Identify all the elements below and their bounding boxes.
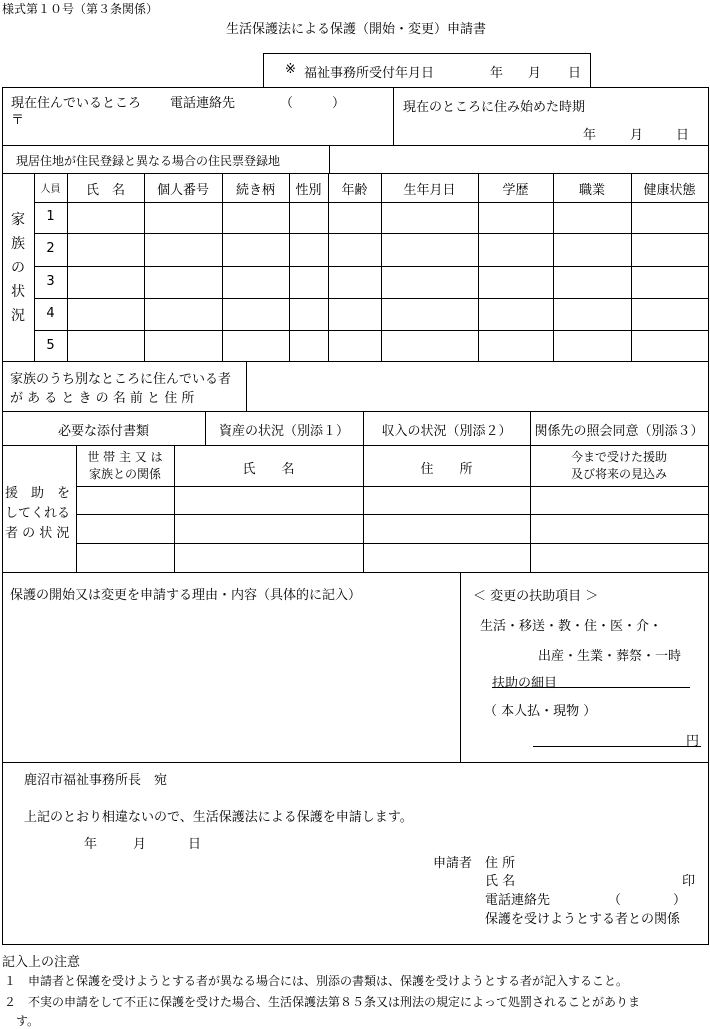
header-name: 氏 名 [85,183,125,198]
applicant-phone-label: 電話連絡先 [485,893,551,908]
reception-label: 福祉事務所受付年月日 [304,66,435,81]
phone-label: 電話連絡先 [170,96,236,111]
note-2-continued: す。 [16,1014,40,1028]
header-age: 年齢 [341,183,368,198]
note-1: １ 申請者と保護を受けようとする者が異なる場合には、別添の書類は、保護を受けようとする者が記入すること。 [4,974,629,988]
addressee: 鹿沼市福祉事務所長 宛 [24,773,168,788]
family-side-label: 家 族 の 状 況 [11,212,25,324]
applicant-address-label: 住 所 [485,856,516,871]
income-label: 収入の状況（別添２） [381,424,512,439]
header-health: 健康状態 [643,183,696,198]
detail-label: 扶助の細目 [492,676,558,691]
page-title: 生活保護法による保護（開始・変更）申請書 [226,22,487,37]
seal-mark: 印 [682,874,696,889]
applicant-relation-label: 保護を受けようとする者との関係 [485,912,681,927]
postal-mark: 〒 [11,113,25,128]
form-number: 様式第１０号（第３条関係） [2,2,159,16]
reason-label: 保護の開始又は変更を申請する理由・内容（具体的に記入） [10,588,362,603]
residence-since-label: 現在のところに住み始めた時期 [403,100,586,115]
yen-label: 円 [686,734,700,749]
required-docs-label: 必要な添付書類 [57,424,149,439]
supporter-address-header: 住 所 [420,462,473,477]
notes-title: 記入上の注意 [2,955,81,970]
header-birthdate: 生年月日 [403,183,456,198]
row-number: 1 [46,209,55,224]
row-number: 2 [46,241,55,256]
since-month: 月 [630,128,644,143]
change-items-line2: 出産・生業・葬祭・一時 [538,649,682,664]
applicant-phone-paren: （ ） [608,893,687,908]
declaration-day: 日 [188,837,202,852]
consent-label: 関係先の照会同意（別添３） [534,424,704,439]
header-personal-number: 個人番号 [156,183,209,198]
since-day: 日 [676,128,690,143]
note-2: ２ 不実の申請をして不正に保護を受けた場合、生活保護法第８５条又は刑法の規定によって処罰されることがありま [4,995,641,1009]
change-items-title: ＜ 変更の扶助項目 ＞ [473,589,599,604]
row-number: 4 [46,306,55,321]
declaration-month: 月 [133,837,147,852]
separate-residence-line2: が あ る と き の 名 前 と 住 所 [10,391,195,406]
change-items-line1: 生活・移送・教・住・医・介・ [480,619,663,634]
reception-year: 年 [490,66,504,81]
header-occupation: 職業 [578,183,605,198]
payment-note: （ 本人払・現物 ） [484,704,597,719]
supporters-side-label: 援 助 を してくれる 者 の 状 況 [5,486,71,541]
reception-mark: ※ [285,62,296,77]
reception-day: 日 [568,66,582,81]
header-sex: 性別 [295,183,322,198]
support-header: 今まで受けた援助 及び将来の見込み [570,450,667,481]
applicant-label: 申請者 [433,856,473,871]
relation-header: 世 帯 主 又 は 家族との関係 [87,450,163,481]
header-members: 人員 [40,184,61,195]
declaration-year: 年 [84,837,98,852]
assets-label: 資産の状況（別添１） [218,424,349,439]
current-address-label: 現在住んでいるところ [11,96,142,111]
applicant-name-label: 氏 名 [485,874,516,889]
header-education: 学歴 [502,183,529,198]
row-number: 3 [46,274,55,289]
row-number: 5 [46,338,55,353]
supporter-name-header: 氏 名 [242,462,295,477]
registration-label: 現居住地が住民登録と異なる場合の住民票登録地 [16,154,281,168]
header-relationship: 続き柄 [235,183,275,198]
reception-month: 月 [528,66,542,81]
phone-paren: （ ） [280,96,346,111]
declaration-statement: 上記のとおり相違ないので、生活保護法による保護を申請します。 [24,810,413,825]
separate-residence-line1: 家族のうち別なところに住んでいる者 [10,372,232,387]
since-year: 年 [583,128,597,143]
